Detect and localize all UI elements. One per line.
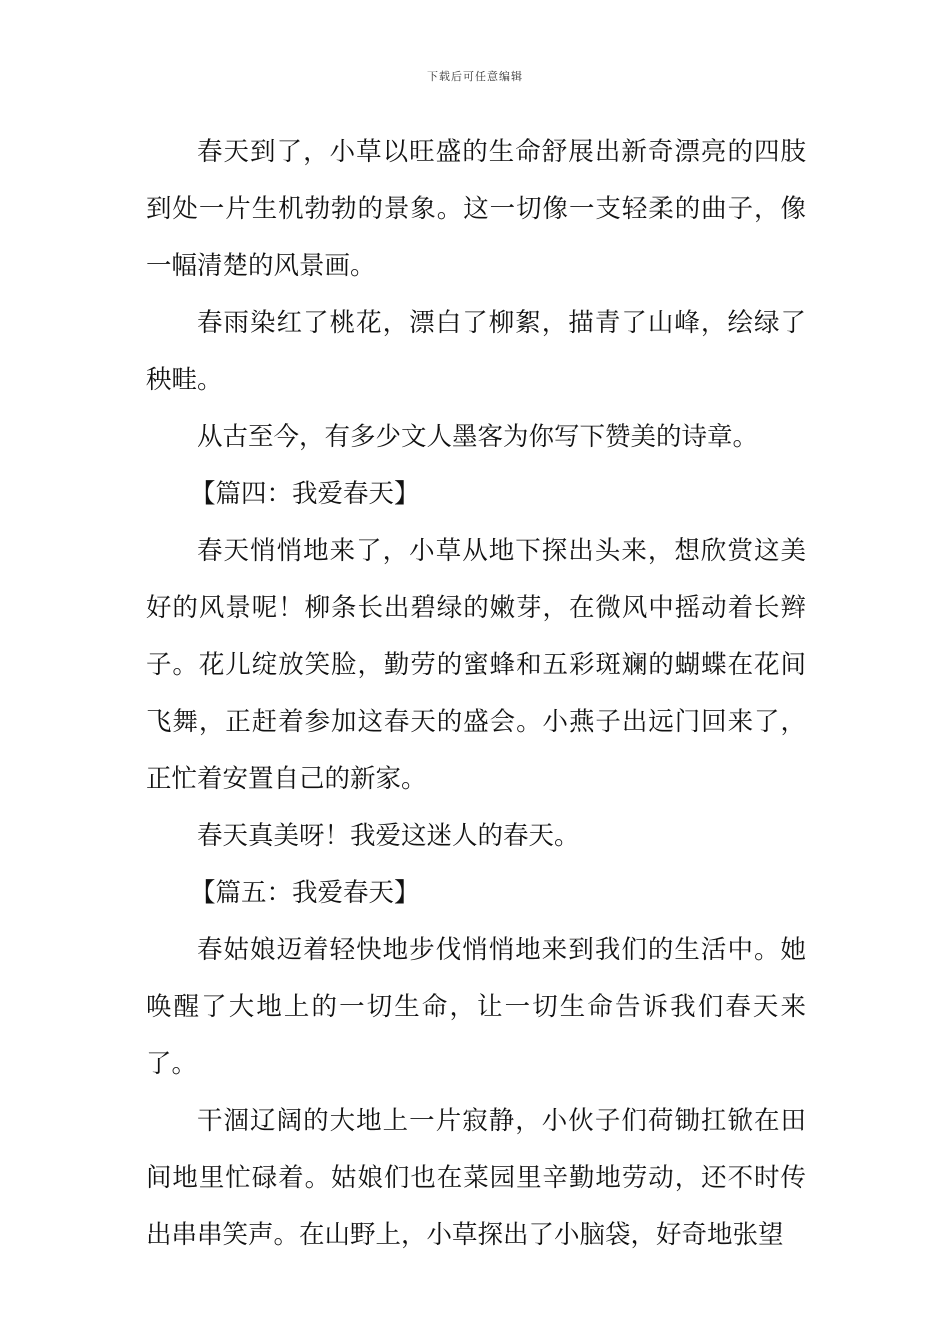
paragraph: 春天到了，小草以旺盛的生命舒展出新奇漂亮的四肢到处一片生机勃勃的景象。这一切像一支轻柔的曲子，像一幅清楚的风景画。 [146, 137, 806, 281]
paragraph: 春天悄悄地来了，小草从地下探出头来，想欣赏这美好的风景呢！柳条长出碧绿的嫩芽，在微风中摇动着长辫子。花儿绽放笑脸，勤劳的蜜蜂和五彩斑斓的蝴蝶在花间飞舞，正赶着参加这春天的盛会。小燕子出远门回来了，正忙着安置自己的新家。 [146, 536, 806, 794]
document-body [146, 124, 806, 1264]
paragraph: 从古至今，有多少文人墨客为你写下赞美的诗章。 [197, 422, 759, 452]
paragraph: 春雨染红了桃花，漂白了柳絮，描青了山峰，绘绿了秧畦。 [146, 308, 806, 395]
paragraph: 春天真美呀！我爱这迷人的春天。 [197, 821, 580, 851]
paragraph: 春姑娘迈着轻快地步伐悄悄地来到我们的生活中。她唤醒了大地上的一切生命，让一切生命告诉我们春天来了。 [146, 935, 806, 1079]
page-header: 下载后可任意编辑 [427, 70, 523, 83]
section-heading: 【篇五：我爱春天】 [190, 878, 420, 908]
section-heading: 【篇四：我爱春天】 [190, 479, 420, 509]
paragraph: 干涸辽阔的大地上一片寂静，小伙子们荷锄扛锨在田间地里忙碌着。姑娘们也在菜园里辛勤地劳动，还不时传出串串笑声。在山野上，小草探出了小脑袋，好奇地张望 [146, 1106, 806, 1250]
